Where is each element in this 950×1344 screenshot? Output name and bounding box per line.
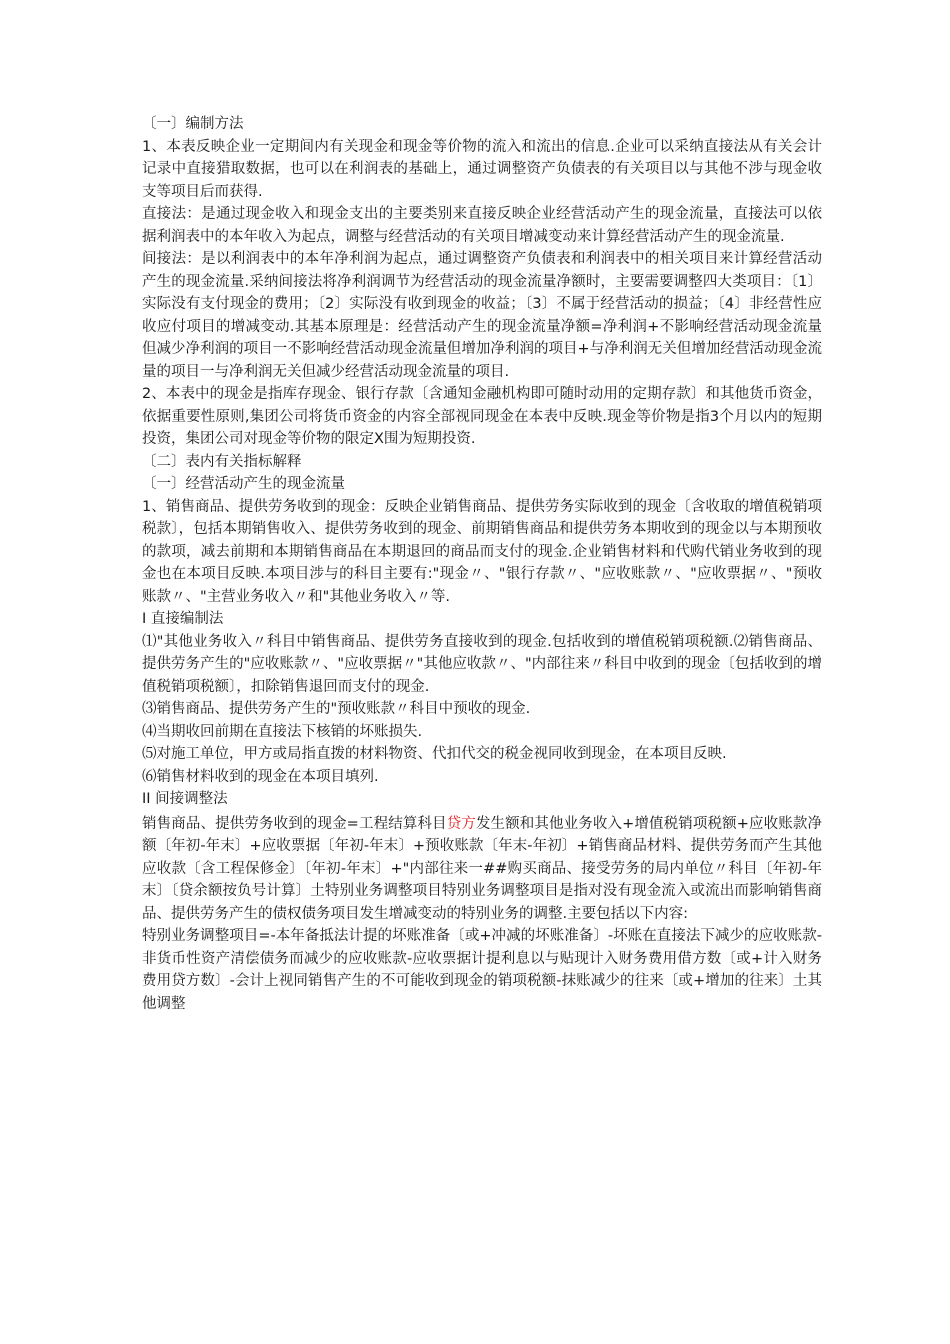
- paragraph-sales-cash: 1、销售商品、提供劳务收到的现金：反映企业销售商品、提供劳务实际收到的现金〔含收取的增值税销项税款〕，包括本期销售收入、提供劳务收到的现金、前期销售商品和提供劳务本期收到的现金以与本期预收的款项，减去前期和本期销售商品在本期退回的商品而支付的现金.企业销售材料和代购代销业务收到的现金也在本项目反映.本项目涉与的科目主要有:"现金〃、"银行存款〃、"应收账款〃、"应收票据〃、"预收账款〃、"主营业务收入〃和"其他业务收入〃等.: [142, 498, 822, 605]
- paragraph-special-adjustments: 特别业务调整项目=-本年备抵法计提的坏账准备〔或+冲减的坏账准备〕-坏账在直接法下减少的应收账款-非货币性资产清偿债务而减少的应收账款-应收票据计提利息以与贴现计入财务费用借方数〔或+计入财务费用贷方数〕-会计上视同销售产生的不可能收到现金的销项税额-抹账减少的往来〔或+增加的往来〕土其他调整: [142, 928, 822, 1012]
- formula-highlight-credit: 贷方: [446, 815, 476, 832]
- formula-text-start: 销售商品、提供劳务收到的现金=工程结算科目: [142, 815, 447, 832]
- document-page: [142, 113, 822, 1015]
- list-item-4: ⑷当期收回前期在直接法下核销的坏账损失.: [142, 723, 423, 740]
- list-item-3: ⑶销售商品、提供劳务产生的"预收账款〃科目中预收的现金.: [142, 701, 531, 717]
- heading-direct-compilation: I 直接编制法: [142, 611, 224, 627]
- paragraph-cash-definition: 2、本表中的现金是指库存现金、银行存款〔含通知金融机构即可随时动用的定期存款〕和其他货币资金，依据重要性原则,集团公司将货币资金的内容全部视同现金在本表中反映.现金等价物是指3个月以内的短期投资，集团公司对现金等价物的限定X围为短期投资.: [142, 386, 822, 447]
- heading-indirect-adjustment: II 间接调整法: [142, 791, 228, 807]
- heading-indicator-explanation: 〔二〕表内有关指标解释: [142, 453, 302, 470]
- paragraph-indirect-method: 间接法：是以利润表中的本年净利润为起点，通过调整资产负债表和利润表中的相关项目来计算经营活动产生的现金流量.采纳间接法将净利润调节为经营活动的现金流量净额时，主要需要调整四大类项目：〔1〕实际没有支付现金的费用；〔2〕实际没有收到现金的收益；〔3〕不属于经营活动的损益；〔4〕非经营性应收应付项目的增减变动.其基本原理是：经营活动产生的现金流量净额=净利润+不影响经营活动现金流量但减少净利润的项目一不影响经营活动现金流量但增加净利润的项目+与净利润无关但增加经营活动现金流量的项目一与净利润无关但减少经营活动现金流量的项目.: [142, 251, 822, 380]
- paragraph-intro: 1、本表反映企业一定期间内有关现金和现金等价物的流入和流出的信息.企业可以采纳直接法从有关会计记录中直接猎取数据，也可以在利润表的基础上，通过调整资产负债表的有关项目以与其他不涉与现金收支等项目后而获得.: [142, 138, 822, 200]
- heading-operating-cash-flow: 〔一〕经营活动产生的现金流量: [142, 476, 345, 492]
- paragraph-sales-formula: [142, 813, 822, 926]
- list-item-5: ⑸对施工单位，甲方或局指直拨的材料物资、代扣代交的税金视同收到现金，在本项目反映.: [142, 746, 727, 762]
- list-item-6: ⑹销售材料收到的现金在本项目填列.: [142, 768, 379, 785]
- paragraph-direct-method: 直接法：是通过现金收入和现金支出的主要类别来直接反映企业经营活动产生的现金流量，直接法可以依据利润表中的本年收入为起点，调整与经营活动的有关项目增减变动来计算经营活动产生的现金流量.: [142, 206, 822, 245]
- list-item-1-2: ⑴"其他业务收入〃科目中销售商品、提供劳务直接收到的现金.包括收到的增值税销项税额.⑵销售商品、提供劳务产生的"应收账款〃、"应收票据〃"其他应收款〃、"内部往来〃科目中收到的现金〔包括收到的增值税销项税额〕，扣除销售退回而支付的现金.: [142, 633, 822, 695]
- formula-text-rest: 发生额和其他业务收入+增值税销项税额+应收账款净额〔年初-年末〕+应收票据〔年初-年末〕+预收账款〔年末-年初〕+销售商品材料、提供劳务而产生其他应收款〔含工程保修金〕〔年初-年末〕+"内部往来一##购买商品、接受劳务的局内单位〃科目〔年初-年末〕〔贷余额按负号计算〕土特别业务调整项目特别业务调整项目是指对没有现金流入或流出而影响销售商品、提供劳务产生的债权债务项目发生增减变动的特别业务的调整.主要包括以下内容:: [142, 815, 823, 922]
- heading-compilation-method: 〔一〕编制方法: [142, 116, 244, 132]
